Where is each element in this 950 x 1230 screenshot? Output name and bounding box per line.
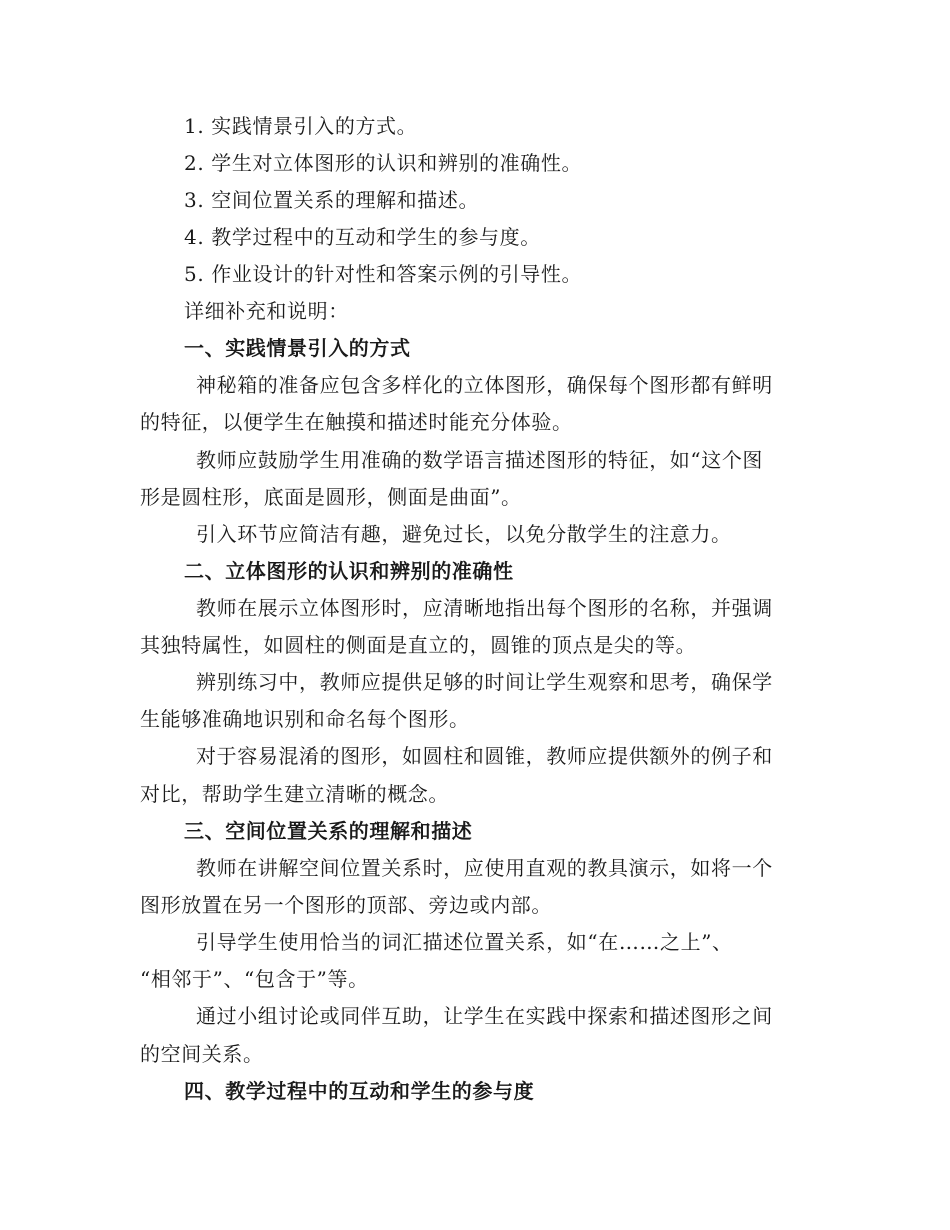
intro-text: 详细补充和说明：: [184, 299, 349, 323]
list-item-4: 4. 教学过程中的互动和学生的参与度。: [184, 225, 541, 249]
section-heading-3: 三、空间位置关系的理解和描述: [184, 819, 473, 843]
section1-paragraph1-line2: 的特征，以便学生在触摸和描述时能充分体验。: [140, 410, 573, 434]
section2-paragraph2-line2: 生能够准确地识别和命名每个图形。: [140, 707, 470, 731]
section-heading-2: 二、立体图形的认识和辨别的准确性: [184, 559, 514, 583]
list-item-3: 3. 空间位置关系的理解和描述。: [184, 188, 480, 212]
section2-paragraph1-line2: 其独特属性，如圆柱的侧面是直立的，圆锥的顶点是尖的等。: [140, 633, 697, 657]
section2-paragraph3-line2: 对比，帮助学生建立清晰的概念。: [140, 782, 449, 806]
section2-paragraph3-line1: 对于容易混淆的图形，如圆柱和圆锥，教师应提供额外的例子和: [196, 744, 773, 768]
section1-paragraph3-line1: 引入环节应简洁有趣，避免过长，以免分散学生的注意力。: [196, 522, 732, 546]
section1-paragraph2-line1: 教师应鼓励学生用准确的数学语言描述图形的特征，如“这个图: [196, 448, 764, 472]
list-item-2: 2. 学生对立体图形的认识和辨别的准确性。: [184, 151, 583, 175]
section-heading-4: 四、教学过程中的互动和学生的参与度: [184, 1079, 535, 1103]
section3-paragraph1-line1: 教师在讲解空间位置关系时，应使用直观的教具演示，如将一个: [196, 856, 773, 880]
section2-paragraph1-line1: 教师在展示立体图形时，应清晰地指出每个图形的名称，并强调: [196, 596, 773, 620]
section3-paragraph2-line1: 引导学生使用恰当的词汇描述位置关系，如“在……之上”、: [196, 930, 733, 954]
section1-paragraph2-line2: 形是圆柱形，底面是圆形，侧面是曲面”。: [140, 485, 522, 509]
section2-paragraph2-line1: 辨别练习中，教师应提供足够的时间让学生观察和思考，确保学: [196, 670, 773, 694]
section3-paragraph3-line1: 通过小组讨论或同伴互助，让学生在实践中探索和描述图形之间: [196, 1004, 773, 1028]
section3-paragraph1-line2: 图形放置在另一个图形的顶部、旁边或内部。: [140, 893, 552, 917]
list-item-5: 5. 作业设计的针对性和答案示例的引导性。: [184, 262, 583, 286]
list-item-1: 1. 实践情景引入的方式。: [184, 114, 418, 138]
section1-paragraph1-line1: 神秘箱的准备应包含多样化的立体图形，确保每个图形都有鲜明: [196, 373, 773, 397]
section3-paragraph2-line2: “相邻于”、“包含于”等。: [140, 967, 369, 991]
section3-paragraph3-line2: 的空间关系。: [140, 1042, 264, 1066]
section-heading-1: 一、实践情景引入的方式: [184, 336, 411, 360]
